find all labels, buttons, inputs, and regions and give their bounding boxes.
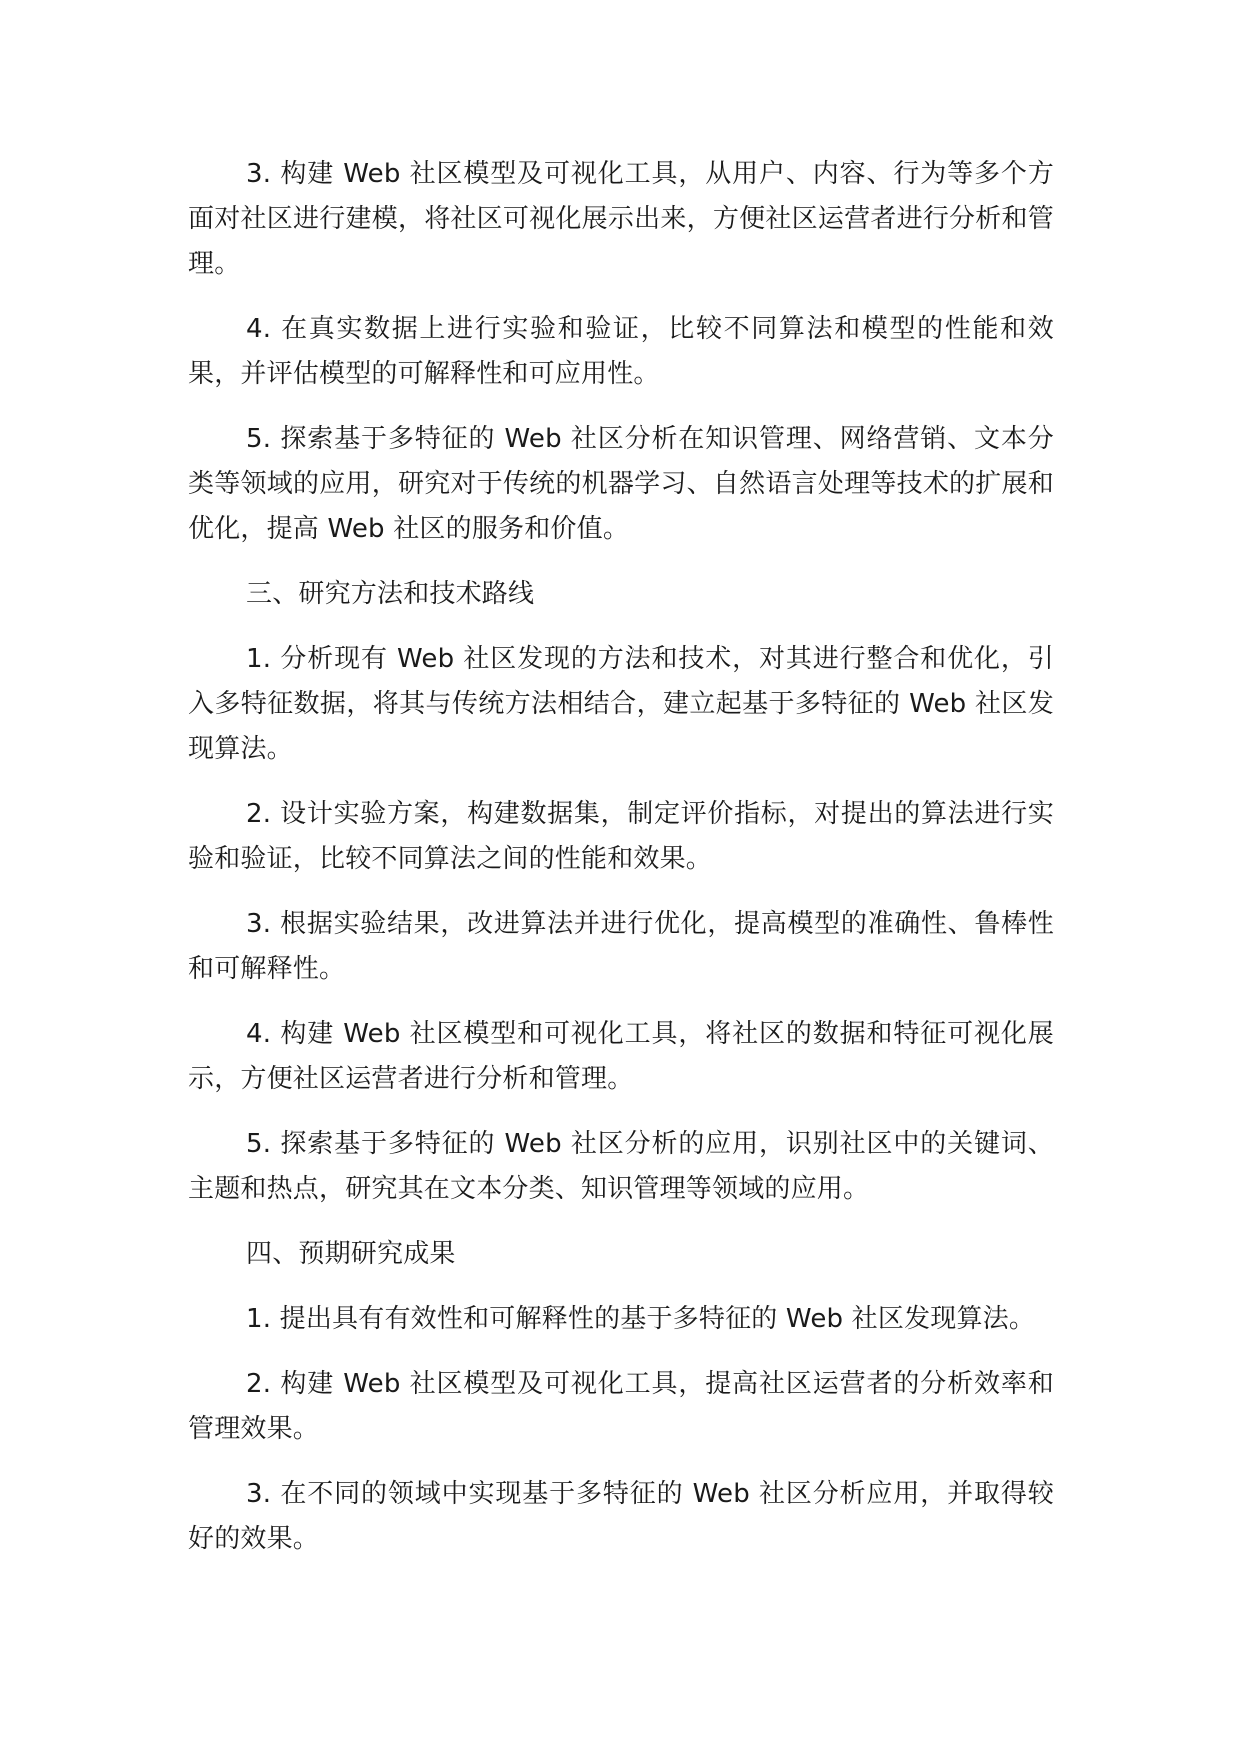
methods-item-5: 5. 探索基于多特征的 Web 社区分析的应用，识别社区中的关键词、主题和热点，研究其在文本分类、知识管理等领域的应用。	[188, 1129, 1054, 1204]
paragraph-item-3: 3. 构建 Web 社区模型及可视化工具，从用户、内容、行为等多个方面对社区进行建模，将社区可视化展示出来，方便社区运营者进行分析和管理。	[188, 159, 1054, 279]
outcomes-item-2: 2. 构建 Web 社区模型及可视化工具，提高社区运营者的分析效率和管理效果。	[188, 1369, 1054, 1444]
document-body	[188, 152, 1054, 1582]
paragraph-item-4: 4. 在真实数据上进行实验和验证，比较不同算法和模型的性能和效果，并评估模型的可解释性和可应用性。	[188, 314, 1054, 389]
section-heading-methods: 三、研究方法和技术路线	[246, 579, 535, 609]
methods-item-1: 1. 分析现有 Web 社区发现的方法和技术，对其进行整合和优化，引入多特征数据，将其与传统方法相结合，建立起基于多特征的 Web 社区发现算法。	[188, 644, 1054, 764]
outcomes-item-3: 3. 在不同的领域中实现基于多特征的 Web 社区分析应用，并取得较好的效果。	[188, 1479, 1054, 1554]
outcomes-item-1: 1. 提出具有有效性和可解释性的基于多特征的 Web 社区发现算法。	[246, 1304, 1036, 1334]
section-heading-outcomes: 四、预期研究成果	[246, 1239, 456, 1269]
methods-item-3: 3. 根据实验结果，改进算法并进行优化，提高模型的准确性、鲁棒性和可解释性。	[188, 909, 1054, 984]
paragraph-item-5: 5. 探索基于多特征的 Web 社区分析在知识管理、网络营销、文本分类等领域的应用，研究对于传统的机器学习、自然语言处理等技术的扩展和优化，提高 Web 社区的服务和价值。	[188, 424, 1054, 544]
methods-item-2: 2. 设计实验方案，构建数据集，制定评价指标，对提出的算法进行实验和验证，比较不同算法之间的性能和效果。	[188, 799, 1054, 874]
methods-item-4: 4. 构建 Web 社区模型和可视化工具，将社区的数据和特征可视化展示，方便社区运营者进行分析和管理。	[188, 1019, 1054, 1094]
